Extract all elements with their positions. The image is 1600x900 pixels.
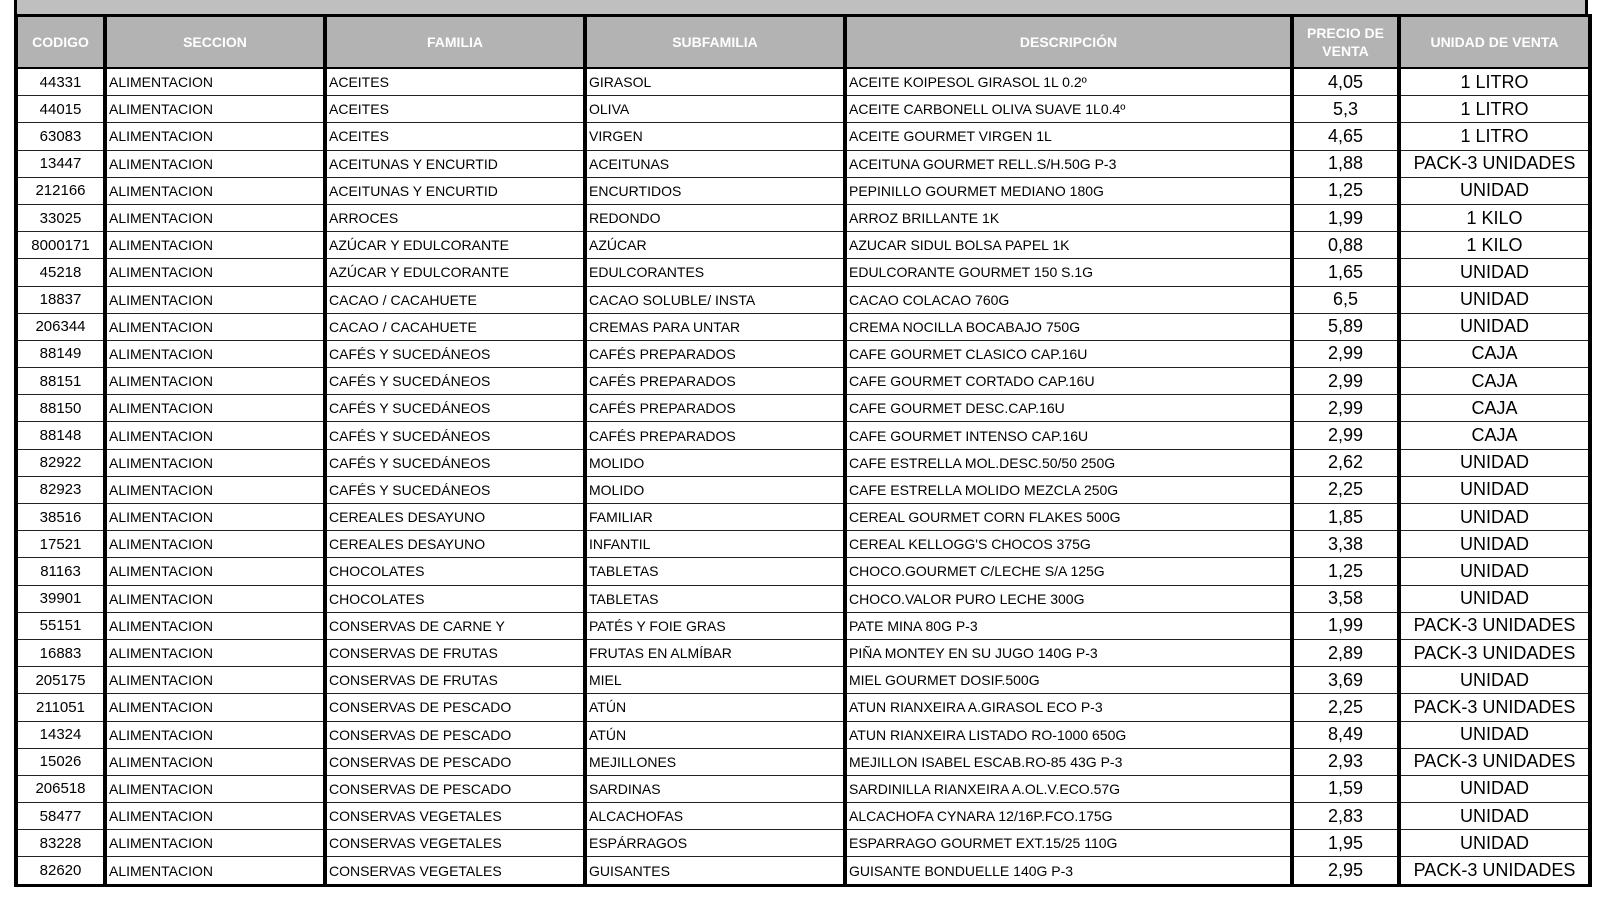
- table-row: [16, 504, 1590, 531]
- cell-unit: UNIDAD: [1399, 313, 1590, 340]
- cell-description: PIÑA MONTEY EN SU JUGO 140G P-3: [845, 639, 1292, 666]
- cell-family: CEREALES DESAYUNO: [325, 531, 585, 558]
- table-row: [16, 531, 1590, 558]
- table-row: [16, 612, 1590, 639]
- table-row: [16, 775, 1590, 802]
- cell-family: CONSERVAS DE PESCADO: [325, 775, 585, 802]
- cell-family: CONSERVAS DE PESCADO: [325, 721, 585, 748]
- cell-price: 2,62: [1292, 449, 1399, 476]
- cell-family: CEREALES DESAYUNO: [325, 504, 585, 531]
- cell-family: CONSERVAS DE PESCADO: [325, 694, 585, 721]
- cell-subfamily: ESPÁRRAGOS: [585, 830, 845, 857]
- cell-description: CAFE ESTRELLA MOL.DESC.50/50 250G: [845, 449, 1292, 476]
- sheet-title-bar: [14, 0, 1588, 14]
- cell-price: 1,59: [1292, 775, 1399, 802]
- cell-unit: 1 KILO: [1399, 204, 1590, 231]
- table-row: [16, 150, 1590, 177]
- cell-code: 55151: [16, 612, 105, 639]
- cell-description: CAFE GOURMET CLASICO CAP.16U: [845, 340, 1292, 367]
- cell-unit: CAJA: [1399, 340, 1590, 367]
- cell-subfamily: PATÉS Y FOIE GRAS: [585, 612, 845, 639]
- cell-section: ALIMENTACION: [105, 612, 325, 639]
- cell-unit: UNIDAD: [1399, 531, 1590, 558]
- cell-description: MIEL GOURMET DOSIF.500G: [845, 667, 1292, 694]
- cell-subfamily: MOLIDO: [585, 476, 845, 503]
- table-row: [16, 395, 1590, 422]
- cell-family: CACAO / CACAHUETE: [325, 313, 585, 340]
- cell-subfamily: AZÚCAR: [585, 232, 845, 259]
- header-code: CODIGO: [16, 16, 105, 69]
- cell-subfamily: ENCURTIDOS: [585, 177, 845, 204]
- cell-family: ACEITUNAS Y ENCURTID: [325, 150, 585, 177]
- cell-family: CHOCOLATES: [325, 558, 585, 585]
- cell-subfamily: CACAO SOLUBLE/ INSTA: [585, 286, 845, 313]
- cell-section: ALIMENTACION: [105, 368, 325, 395]
- cell-section: ALIMENTACION: [105, 694, 325, 721]
- cell-subfamily: ACEITUNAS: [585, 150, 845, 177]
- cell-subfamily: CAFÉS PREPARADOS: [585, 395, 845, 422]
- cell-description: CEREAL GOURMET CORN FLAKES 500G: [845, 504, 1292, 531]
- cell-code: 58477: [16, 803, 105, 830]
- cell-section: ALIMENTACION: [105, 504, 325, 531]
- cell-code: 17521: [16, 531, 105, 558]
- table-row: [16, 585, 1590, 612]
- table-row: [16, 857, 1590, 885]
- cell-code: 18837: [16, 286, 105, 313]
- cell-price: 2,99: [1292, 395, 1399, 422]
- cell-family: CAFÉS Y SUCEDÁNEOS: [325, 422, 585, 449]
- cell-section: ALIMENTACION: [105, 449, 325, 476]
- cell-description: PATE MINA 80G P-3: [845, 612, 1292, 639]
- cell-subfamily: ATÚN: [585, 721, 845, 748]
- cell-section: ALIMENTACION: [105, 721, 325, 748]
- cell-section: ALIMENTACION: [105, 585, 325, 612]
- cell-code: 83228: [16, 830, 105, 857]
- cell-price: 2,25: [1292, 476, 1399, 503]
- cell-section: ALIMENTACION: [105, 150, 325, 177]
- cell-code: 81163: [16, 558, 105, 585]
- table-row: [16, 259, 1590, 286]
- cell-section: ALIMENTACION: [105, 259, 325, 286]
- table-row: [16, 803, 1590, 830]
- cell-price: 6,5: [1292, 286, 1399, 313]
- cell-code: 206518: [16, 775, 105, 802]
- cell-unit: UNIDAD: [1399, 667, 1590, 694]
- cell-price: 1,99: [1292, 612, 1399, 639]
- cell-description: MEJILLON ISABEL ESCAB.RO-85 43G P-3: [845, 748, 1292, 775]
- cell-unit: UNIDAD: [1399, 558, 1590, 585]
- cell-section: ALIMENTACION: [105, 803, 325, 830]
- header-description: DESCRIPCIÓN: [845, 16, 1292, 69]
- cell-code: 82922: [16, 449, 105, 476]
- cell-family: CAFÉS Y SUCEDÁNEOS: [325, 340, 585, 367]
- cell-description: ARROZ BRILLANTE 1K: [845, 204, 1292, 231]
- cell-family: CHOCOLATES: [325, 585, 585, 612]
- table-row: [16, 830, 1590, 857]
- cell-family: CAFÉS Y SUCEDÁNEOS: [325, 449, 585, 476]
- table-row: [16, 449, 1590, 476]
- cell-section: ALIMENTACION: [105, 422, 325, 449]
- cell-code: 14324: [16, 721, 105, 748]
- cell-subfamily: SARDINAS: [585, 775, 845, 802]
- header-subfamily: SUBFAMILIA: [585, 16, 845, 69]
- cell-description: ACEITE KOIPESOL GIRASOL 1L 0.2º: [845, 68, 1292, 96]
- cell-description: CHOCO.GOURMET C/LECHE S/A 125G: [845, 558, 1292, 585]
- cell-subfamily: MEJILLONES: [585, 748, 845, 775]
- cell-price: 1,25: [1292, 558, 1399, 585]
- cell-code: 45218: [16, 259, 105, 286]
- cell-description: CAFE GOURMET CORTADO CAP.16U: [845, 368, 1292, 395]
- cell-subfamily: EDULCORANTES: [585, 259, 845, 286]
- cell-family: CONSERVAS VEGETALES: [325, 803, 585, 830]
- cell-subfamily: CREMAS PARA UNTAR: [585, 313, 845, 340]
- cell-price: 4,65: [1292, 123, 1399, 150]
- cell-section: ALIMENTACION: [105, 313, 325, 340]
- cell-subfamily: FAMILIAR: [585, 504, 845, 531]
- cell-subfamily: INFANTIL: [585, 531, 845, 558]
- cell-family: CONSERVAS DE FRUTAS: [325, 639, 585, 666]
- cell-section: ALIMENTACION: [105, 232, 325, 259]
- cell-description: CEREAL KELLOGG'S CHOCOS 375G: [845, 531, 1292, 558]
- cell-family: AZÚCAR Y EDULCORANTE: [325, 232, 585, 259]
- cell-description: GUISANTE BONDUELLE 140G P-3: [845, 857, 1292, 885]
- table-row: [16, 123, 1590, 150]
- cell-family: ARROCES: [325, 204, 585, 231]
- cell-description: SARDINILLA RIANXEIRA A.OL.V.ECO.57G: [845, 775, 1292, 802]
- cell-price: 3,38: [1292, 531, 1399, 558]
- cell-section: ALIMENTACION: [105, 123, 325, 150]
- cell-unit: UNIDAD: [1399, 449, 1590, 476]
- cell-description: CAFE GOURMET INTENSO CAP.16U: [845, 422, 1292, 449]
- cell-price: 1,65: [1292, 259, 1399, 286]
- header-family: FAMILIA: [325, 16, 585, 69]
- table-row: [16, 422, 1590, 449]
- table-row: [16, 232, 1590, 259]
- cell-section: ALIMENTACION: [105, 395, 325, 422]
- cell-price: 8,49: [1292, 721, 1399, 748]
- cell-section: ALIMENTACION: [105, 558, 325, 585]
- cell-description: ATUN RIANXEIRA LISTADO RO-1000 650G: [845, 721, 1292, 748]
- cell-code: 44331: [16, 68, 105, 96]
- cell-unit: PACK-3 UNIDADES: [1399, 150, 1590, 177]
- cell-subfamily: CAFÉS PREPARADOS: [585, 340, 845, 367]
- cell-price: 5,89: [1292, 313, 1399, 340]
- cell-code: 88151: [16, 368, 105, 395]
- cell-code: 82620: [16, 857, 105, 885]
- price-list-table: [14, 14, 1592, 887]
- cell-unit: PACK-3 UNIDADES: [1399, 857, 1590, 885]
- cell-price: 2,89: [1292, 639, 1399, 666]
- cell-family: CAFÉS Y SUCEDÁNEOS: [325, 368, 585, 395]
- cell-code: 13447: [16, 150, 105, 177]
- cell-unit: CAJA: [1399, 368, 1590, 395]
- cell-unit: PACK-3 UNIDADES: [1399, 639, 1590, 666]
- cell-unit: 1 LITRO: [1399, 68, 1590, 96]
- cell-unit: UNIDAD: [1399, 830, 1590, 857]
- table-row: [16, 204, 1590, 231]
- cell-family: CONSERVAS DE FRUTAS: [325, 667, 585, 694]
- cell-price: 3,69: [1292, 667, 1399, 694]
- cell-section: ALIMENTACION: [105, 340, 325, 367]
- table-row: [16, 476, 1590, 503]
- cell-price: 2,93: [1292, 748, 1399, 775]
- cell-description: CAFE ESTRELLA MOLIDO MEZCLA 250G: [845, 476, 1292, 503]
- cell-unit: UNIDAD: [1399, 286, 1590, 313]
- cell-family: CONSERVAS DE CARNE Y: [325, 612, 585, 639]
- cell-price: 2,25: [1292, 694, 1399, 721]
- cell-code: 44015: [16, 96, 105, 123]
- cell-subfamily: CAFÉS PREPARADOS: [585, 368, 845, 395]
- table-row: [16, 286, 1590, 313]
- cell-unit: 1 LITRO: [1399, 96, 1590, 123]
- cell-family: ACEITES: [325, 96, 585, 123]
- header-row: [16, 16, 1590, 69]
- cell-family: CACAO / CACAHUETE: [325, 286, 585, 313]
- cell-subfamily: TABLETAS: [585, 585, 845, 612]
- cell-subfamily: GUISANTES: [585, 857, 845, 885]
- cell-subfamily: OLIVA: [585, 96, 845, 123]
- cell-section: ALIMENTACION: [105, 857, 325, 885]
- cell-family: CONSERVAS VEGETALES: [325, 830, 585, 857]
- cell-price: 5,3: [1292, 96, 1399, 123]
- cell-description: PEPINILLO GOURMET MEDIANO 180G: [845, 177, 1292, 204]
- table-row: [16, 368, 1590, 395]
- cell-unit: CAJA: [1399, 395, 1590, 422]
- cell-subfamily: GIRASOL: [585, 68, 845, 96]
- cell-section: ALIMENTACION: [105, 667, 325, 694]
- cell-family: CAFÉS Y SUCEDÁNEOS: [325, 395, 585, 422]
- cell-section: ALIMENTACION: [105, 748, 325, 775]
- cell-description: ATUN RIANXEIRA A.GIRASOL ECO P-3: [845, 694, 1292, 721]
- cell-description: ESPARRAGO GOURMET EXT.15/25 110G: [845, 830, 1292, 857]
- cell-family: ACEITES: [325, 123, 585, 150]
- cell-description: ALCACHOFA CYNARA 12/16P.FCO.175G: [845, 803, 1292, 830]
- header-price: PRECIO DE VENTA: [1292, 16, 1399, 69]
- cell-unit: 1 KILO: [1399, 232, 1590, 259]
- cell-subfamily: MOLIDO: [585, 449, 845, 476]
- cell-price: 2,99: [1292, 368, 1399, 395]
- cell-code: 212166: [16, 177, 105, 204]
- cell-price: 0,88: [1292, 232, 1399, 259]
- table-row: [16, 96, 1590, 123]
- cell-unit: UNIDAD: [1399, 259, 1590, 286]
- cell-price: 1,99: [1292, 204, 1399, 231]
- table-row: [16, 313, 1590, 340]
- cell-price: 1,25: [1292, 177, 1399, 204]
- cell-price: 4,05: [1292, 68, 1399, 96]
- cell-subfamily: ATÚN: [585, 694, 845, 721]
- cell-unit: PACK-3 UNIDADES: [1399, 748, 1590, 775]
- cell-unit: 1 LITRO: [1399, 123, 1590, 150]
- header-unit: UNIDAD DE VENTA: [1399, 16, 1590, 69]
- cell-price: 2,99: [1292, 422, 1399, 449]
- cell-description: AZUCAR SIDUL BOLSA PAPEL 1K: [845, 232, 1292, 259]
- cell-subfamily: MIEL: [585, 667, 845, 694]
- header-section: SECCION: [105, 16, 325, 69]
- cell-unit: UNIDAD: [1399, 476, 1590, 503]
- table-row: [16, 340, 1590, 367]
- cell-unit: UNIDAD: [1399, 775, 1590, 802]
- cell-description: ACEITUNA GOURMET RELL.S/H.50G P-3: [845, 150, 1292, 177]
- table-row: [16, 694, 1590, 721]
- cell-section: ALIMENTACION: [105, 204, 325, 231]
- cell-section: ALIMENTACION: [105, 96, 325, 123]
- cell-code: 16883: [16, 639, 105, 666]
- cell-section: ALIMENTACION: [105, 639, 325, 666]
- cell-description: ACEITE GOURMET VIRGEN 1L: [845, 123, 1292, 150]
- table-row: [16, 558, 1590, 585]
- cell-code: 205175: [16, 667, 105, 694]
- cell-section: ALIMENTACION: [105, 286, 325, 313]
- cell-unit: UNIDAD: [1399, 504, 1590, 531]
- cell-family: ACEITUNAS Y ENCURTID: [325, 177, 585, 204]
- table-row: [16, 667, 1590, 694]
- cell-section: ALIMENTACION: [105, 775, 325, 802]
- cell-unit: PACK-3 UNIDADES: [1399, 612, 1590, 639]
- cell-subfamily: FRUTAS EN ALMÍBAR: [585, 639, 845, 666]
- cell-family: CAFÉS Y SUCEDÁNEOS: [325, 476, 585, 503]
- cell-family: CONSERVAS VEGETALES: [325, 857, 585, 885]
- cell-family: ACEITES: [325, 68, 585, 96]
- table-row: [16, 68, 1590, 96]
- cell-section: ALIMENTACION: [105, 476, 325, 503]
- cell-price: 1,88: [1292, 150, 1399, 177]
- cell-description: CREMA NOCILLA BOCABAJO 750G: [845, 313, 1292, 340]
- cell-price: 1,85: [1292, 504, 1399, 531]
- cell-subfamily: TABLETAS: [585, 558, 845, 585]
- cell-code: 8000171: [16, 232, 105, 259]
- cell-code: 39901: [16, 585, 105, 612]
- cell-subfamily: ALCACHOFAS: [585, 803, 845, 830]
- cell-code: 88149: [16, 340, 105, 367]
- cell-description: CAFE GOURMET DESC.CAP.16U: [845, 395, 1292, 422]
- cell-family: CONSERVAS DE PESCADO: [325, 748, 585, 775]
- cell-unit: UNIDAD: [1399, 721, 1590, 748]
- cell-code: 88148: [16, 422, 105, 449]
- cell-price: 3,58: [1292, 585, 1399, 612]
- cell-section: ALIMENTACION: [105, 177, 325, 204]
- cell-family: AZÚCAR Y EDULCORANTE: [325, 259, 585, 286]
- table-row: [16, 748, 1590, 775]
- price-list-sheet: [14, 0, 1588, 887]
- cell-unit: CAJA: [1399, 422, 1590, 449]
- cell-unit: UNIDAD: [1399, 803, 1590, 830]
- cell-subfamily: CAFÉS PREPARADOS: [585, 422, 845, 449]
- cell-code: 82923: [16, 476, 105, 503]
- table-row: [16, 177, 1590, 204]
- table-row: [16, 639, 1590, 666]
- cell-subfamily: REDONDO: [585, 204, 845, 231]
- cell-subfamily: VIRGEN: [585, 123, 845, 150]
- cell-description: EDULCORANTE GOURMET 150 S.1G: [845, 259, 1292, 286]
- cell-code: 211051: [16, 694, 105, 721]
- cell-description: ACEITE CARBONELL OLIVA SUAVE 1L0.4º: [845, 96, 1292, 123]
- cell-section: ALIMENTACION: [105, 68, 325, 96]
- cell-code: 15026: [16, 748, 105, 775]
- cell-unit: PACK-3 UNIDADES: [1399, 694, 1590, 721]
- cell-code: 33025: [16, 204, 105, 231]
- cell-description: CHOCO.VALOR PURO LECHE 300G: [845, 585, 1292, 612]
- cell-unit: UNIDAD: [1399, 177, 1590, 204]
- cell-price: 2,83: [1292, 803, 1399, 830]
- cell-section: ALIMENTACION: [105, 531, 325, 558]
- cell-unit: UNIDAD: [1399, 585, 1590, 612]
- cell-code: 38516: [16, 504, 105, 531]
- cell-price: 2,95: [1292, 857, 1399, 885]
- cell-code: 206344: [16, 313, 105, 340]
- table-row: [16, 721, 1590, 748]
- cell-price: 2,99: [1292, 340, 1399, 367]
- cell-code: 63083: [16, 123, 105, 150]
- cell-description: CACAO COLACAO 760G: [845, 286, 1292, 313]
- cell-section: ALIMENTACION: [105, 830, 325, 857]
- cell-price: 1,95: [1292, 830, 1399, 857]
- cell-code: 88150: [16, 395, 105, 422]
